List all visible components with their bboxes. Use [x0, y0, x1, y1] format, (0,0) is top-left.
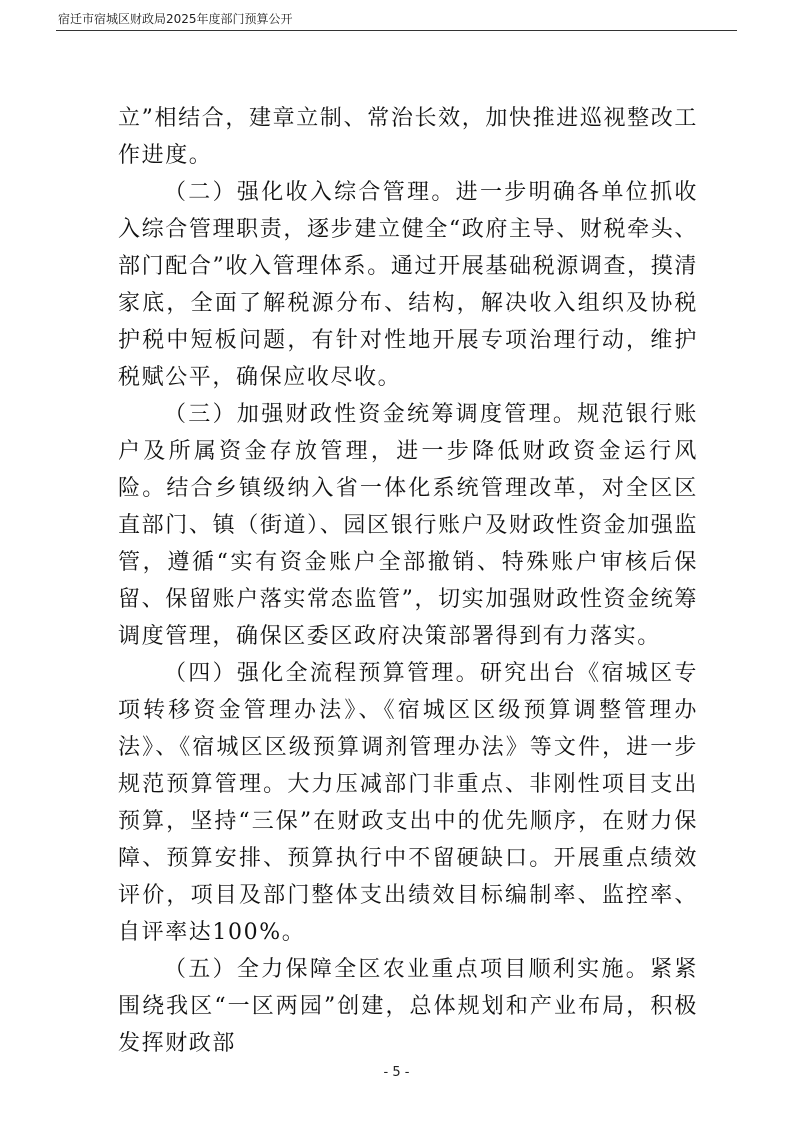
page-number: - 5 -: [383, 1065, 410, 1080]
paragraph-budget-management: （四）强化全流程预算管理。研究出台《宿城区专项转移资金管理办法》、《宿城区区级预算调整管理办法》、《宿城区区级预算调剂管理办法》等文件，进一步规范预算管理。大力压减部门非重点、非刚性项目支出预算，坚持“三保”在财政支出中的优先顺序，在财力保障、预算安排、预算执行中不留硬缺口。开展重点绩效评价，项目及部门整体支出绩效目标编制率、监控率、自评率达100%。: [118, 661, 698, 945]
running-header-title: 宿迁市宿城区财政局2025年度部门预算公开: [58, 12, 293, 26]
paragraph-fund-dispatch: （三）加强财政性资金统筹调度管理。规范银行账户及所属资金存放管理，进一步降低财政资金运行风险。结合乡镇级纳入省一体化系统管理改革，对全区区直部门、镇（街道）、园区银行账户及财政性资金加强监管，遵循“实有资金账户全部撤销、特殊账户审核后保留、保留账户落实常态监管”，切实加强财政性资金统筹调度管理，确保区委区政府决策部署得到有力落实。: [118, 402, 698, 649]
header-divider: [56, 30, 737, 31]
paragraph-continuation: 立”相结合，建章立制、常治长效，加快推进巡视整改工作进度。: [118, 106, 698, 168]
paragraph-agriculture-projects: （五）全力保障全区农业重点项目顺利实施。紧紧围绕我区“一区两园”创建，总体规划和产业布局，积极发挥财政部: [118, 957, 698, 1056]
document-body: [118, 100, 698, 1062]
paragraph-revenue-management: （二）强化收入综合管理。进一步明确各单位抓收入综合管理职责，逐步建立健全“政府主导、财税牵头、部门配合”收入管理体系。通过开展基础税源调查，摸清家底，全面了解税源分布、结构，解决收入组织及协税护税中短板问题，有针对性地开展专项治理行动，维护税赋公平，确保应收尽收。: [118, 180, 698, 390]
